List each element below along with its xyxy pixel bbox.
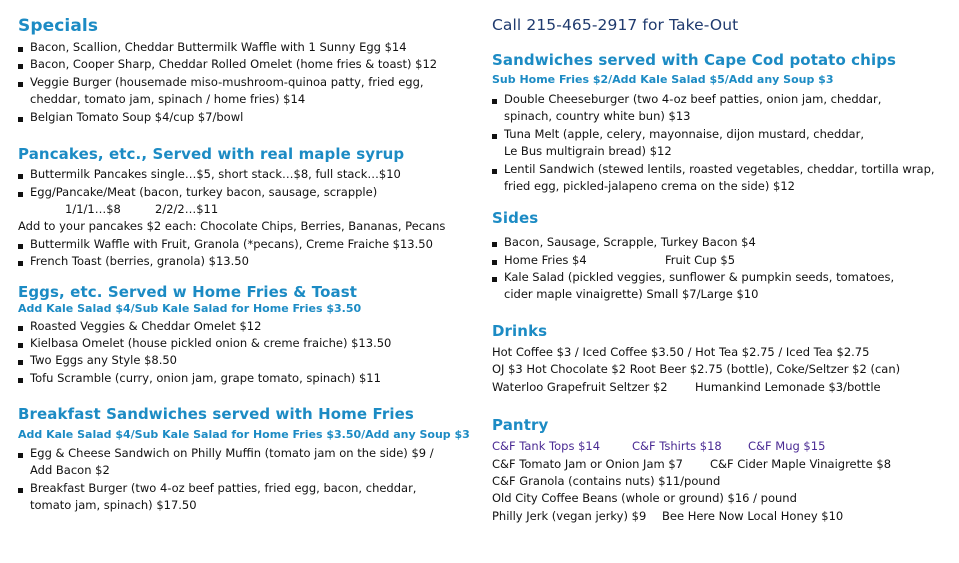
menu-item-continued: tomato jam, spinach) $17.50 [30, 498, 197, 512]
bullet [18, 453, 23, 458]
bullet [18, 192, 23, 197]
menu-item: Breakfast Burger (two 4-oz beef patties, fried egg, bacon, cheddar, [30, 481, 417, 495]
bullet [492, 134, 497, 139]
bullet [492, 169, 497, 174]
pantry-line: Philly Jerk (vegan jerky) $9 [492, 509, 647, 523]
bullet [18, 360, 23, 365]
menu-item: Bacon, Scallion, Cheddar Buttermilk Waffle with 1 Sunny Egg $14 [30, 40, 407, 54]
menu-item: Buttermilk Waffle with Fruit, Granola (*pecans), Creme Fraiche $13.50 [30, 237, 433, 251]
menu-item-continued: Le Bus multigrain bread) $12 [504, 144, 672, 158]
bullet [18, 343, 23, 348]
menu-item: French Toast (berries, granola) $13.50 [30, 254, 249, 268]
bullet [492, 99, 497, 104]
menu-item: Kale Salad (pickled veggies, sunflower & pumpkin seeds, tomatoes, [504, 270, 895, 284]
drinks-line: Waterloo Grapefruit Seltzer $2 [492, 380, 668, 394]
bullet [18, 326, 23, 331]
merch-item: C&F Tank Tops $14 [492, 439, 601, 453]
bullet [492, 277, 497, 282]
menu-item: Egg & Cheese Sandwich on Philly Muffin (tomato jam on the side) $9 / [30, 446, 434, 460]
pancakes-heading: Pancakes, etc., Served with real maple syrup [18, 145, 405, 163]
bullet [18, 261, 23, 266]
breakfast-sandwiches-heading: Breakfast Sandwiches served with Home Fries [18, 405, 414, 423]
pantry-line: C&F Granola (contains nuts) $11/pound [492, 474, 721, 488]
menu-item: Belgian Tomato Soup $4/cup $7/bowl [30, 110, 244, 124]
menu-item-continued: spinach, country white bun) $13 [504, 109, 691, 123]
bullet [18, 244, 23, 249]
menu-item: Tofu Scramble (curry, onion jam, grape tomato, spinach) $11 [30, 371, 381, 385]
menu-item: Egg/Pancake/Meat (bacon, turkey bacon, sausage, scrapple) [30, 185, 378, 199]
menu-item: Tuna Melt (apple, celery, mayonnaise, dijon mustard, cheddar, [504, 127, 864, 141]
drinks-heading: Drinks [492, 322, 548, 340]
bullet [492, 260, 497, 265]
bullet [18, 47, 23, 52]
sandwiches-heading: Sandwiches served with Cape Cod potato chips [492, 51, 897, 69]
pantry-line: Bee Here Now Local Honey $10 [662, 509, 844, 523]
bullet [18, 174, 23, 179]
menu-item: Lentil Sandwich (stewed lentils, roasted vegetables, cheddar, tortilla wrap, [504, 162, 935, 176]
combo-price: 1/1/1…$8 [65, 202, 121, 216]
sandwiches-subheading: Sub Home Fries $2/Add Kale Salad $5/Add any Soup $3 [492, 73, 834, 86]
menu-item: Veggie Burger (housemade miso-mushroom-quinoa patty, fried egg, [30, 75, 424, 89]
menu-item: Kielbasa Omelet (house pickled onion & creme fraiche) $13.50 [30, 336, 392, 350]
menu-item-continued: cheddar, tomato jam, spinach / home fries) $14 [30, 92, 306, 106]
eggs-subheading: Add Kale Salad $4/Sub Kale Salad for Home Fries $3.50 [18, 302, 362, 315]
drinks-line: OJ $3 Hot Chocolate $2 Root Beer $2.75 (bottle), Coke/Seltzer $2 (can) [492, 362, 901, 376]
pantry-heading: Pantry [492, 416, 549, 434]
menu-item: Roasted Veggies & Cheddar Omelet $12 [30, 319, 262, 333]
bullet [18, 117, 23, 122]
pantry-line: C&F Cider Maple Vinaigrette $8 [710, 457, 892, 471]
pantry-line: C&F Tomato Jam or Onion Jam $7 [492, 457, 683, 471]
pantry-line: Old City Coffee Beans (whole or ground) $16 / pound [492, 491, 797, 505]
menu-item-continued: Add Bacon $2 [30, 463, 110, 477]
menu-item: Buttermilk Pancakes single…$5, short stack…$8, full stack…$10 [30, 167, 401, 181]
breakfast-sandwiches-subheading: Add Kale Salad $4/Sub Kale Salad for Home Fries $3.50/Add any Soup $3 [18, 428, 470, 441]
menu-item: Two Eggs any Style $8.50 [30, 353, 177, 367]
bullet [18, 82, 23, 87]
drinks-line: Humankind Lemonade $3/bottle [695, 380, 881, 394]
menu-item: Fruit Cup $5 [665, 253, 736, 267]
bullet [492, 242, 497, 247]
menu-item: Home Fries $4 [504, 253, 587, 267]
specials-heading: Specials [18, 16, 99, 36]
bullet [18, 378, 23, 383]
drinks-line: Hot Coffee $3 / Iced Coffee $3.50 / Hot Tea $2.75 / Iced Tea $2.75 [492, 345, 870, 359]
menu-item-continued: cider maple vinaigrette) Small $7/Large $10 [504, 287, 759, 301]
menu-item: Bacon, Cooper Sharp, Cheddar Rolled Omelet (home fries & toast) $12 [30, 57, 438, 71]
menu-item-continued: fried egg, pickled-jalapeno crema on the side) $12 [504, 179, 795, 193]
takeout-phone: Call 215-465-2917 for Take-Out [492, 16, 739, 34]
menu-item: Double Cheeseburger (two 4-oz beef patties, onion jam, cheddar, [504, 92, 882, 106]
add-on-note: Add to your pancakes $2 each: Chocolate Chips, Berries, Bananas, Pecans [18, 219, 446, 233]
bullet [18, 488, 23, 493]
merch-item: C&F Mug $15 [748, 439, 826, 453]
combo-price: 2/2/2…$11 [155, 202, 219, 216]
menu-item: Bacon, Sausage, Scrapple, Turkey Bacon $4 [504, 235, 756, 249]
bullet [18, 64, 23, 69]
eggs-heading: Eggs, etc. Served w Home Fries & Toast [18, 283, 357, 301]
sides-heading: Sides [492, 209, 539, 227]
merch-item: C&F Tshirts $18 [632, 439, 722, 453]
